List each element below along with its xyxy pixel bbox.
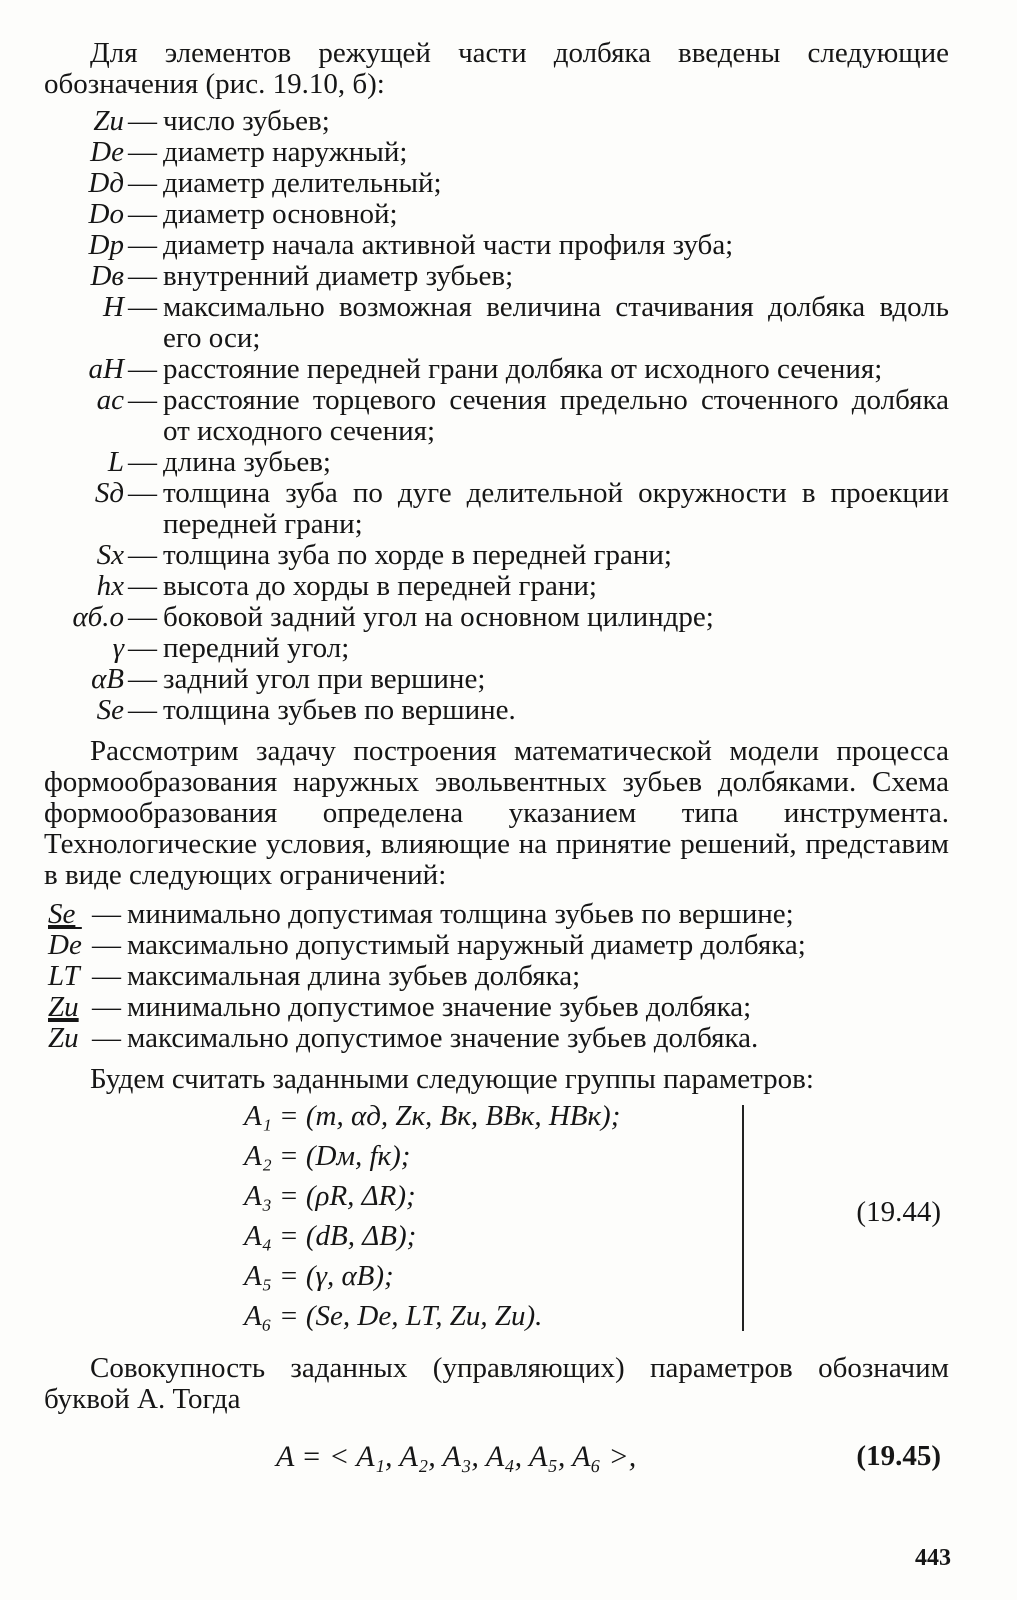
symbol: De <box>90 136 124 168</box>
definitions-list <box>44 106 949 726</box>
symbol: ac <box>96 384 124 416</box>
equation-line: A₁ = (m, αд, Zк, Bк, BBк, HBк); <box>244 1100 621 1132</box>
equation-line: A₆ = (Se, De, LT, Zи, Zи). <box>244 1300 543 1332</box>
parameters-paragraph: Будем считать заданными следующие группы параметров: <box>90 1063 814 1095</box>
equation-number: (19.44) <box>856 1196 941 1228</box>
definition-item: aH — расстояние передней грани долбяка от исходного сечения; <box>44 354 949 385</box>
definition-text: диаметр наружный; <box>163 136 408 168</box>
definition-item: Se — толщина зубьев по вершине. <box>44 695 949 726</box>
constraint-text: минимально допустимое значение зубьев долбяка; <box>127 991 752 1023</box>
definition-text: толщина зуба по хорде в передней грани; <box>163 539 672 571</box>
equation-number: (19.45) <box>856 1440 941 1472</box>
symbol: Zи <box>48 991 79 1023</box>
symbol: Zи <box>93 105 124 137</box>
constraint-item: Se — минимально допустимая толщина зубьев по вершине; <box>44 899 949 930</box>
constraint-text: максимально допустимое значение зубьев долбяка. <box>127 1022 759 1054</box>
symbol: Do <box>88 198 124 230</box>
constraints-list <box>44 899 949 1054</box>
definition-item: Sx — толщина зуба по хорде в передней грани; <box>44 540 949 571</box>
constraint-item: Zи — минимально допустимое значение зубьев долбяка; <box>44 992 949 1023</box>
definition-item: H — максимально возможная величина стачивания долбяка вдоль его оси; <box>44 292 949 354</box>
definition-text: задний угол при вершине; <box>163 663 486 695</box>
definition-item: De — диаметр наружный; <box>44 137 949 168</box>
definition-item: γ — передний угол; <box>44 633 949 664</box>
symbol: Sx <box>96 539 124 571</box>
symbol: Zи <box>48 1022 79 1054</box>
symbol: L <box>107 446 124 478</box>
symbol: $\overline{De}$ <box>48 929 82 961</box>
definition-item: Sд — толщина зуба по дуге делительной окружности в проекции передней грани; <box>44 478 949 540</box>
definition-item: αб.о — боковой задний угол на основном цилиндре; <box>44 602 949 633</box>
equation-line: A₃ = (ρR, ΔR); <box>244 1180 416 1212</box>
definition-text: расстояние торцевого сечения предельно сточенного долбяка от исходного сечения; <box>163 384 949 447</box>
symbol: hx <box>96 570 124 602</box>
page-number: 443 <box>915 1545 951 1571</box>
equation-line: A₅ = (γ, αB); <box>244 1260 394 1292</box>
definition-text: высота до хорды в передней грани; <box>163 570 597 602</box>
definition-item: Do — диаметр основной; <box>44 199 949 230</box>
problem-paragraph: Рассмотрим задачу построения математической модели процесса формообразования наружных эвольвентных зубьев долбяками. Схема формообразования определена указанием типа инструмента. Технологические условия, влияющие на принятие решений, представим в виде следующих ограничений: <box>44 735 949 891</box>
definition-item: Dв — внутренний диаметр зубьев; <box>44 261 949 292</box>
equation-line: A₄ = (dB, ΔB); <box>244 1220 417 1252</box>
definition-text: диаметр делительный; <box>163 167 442 199</box>
symbol: Dв <box>90 260 124 292</box>
definition-text: диаметр основной; <box>163 198 398 230</box>
constraint-text: минимально допустимая толщина зубьев по вершине; <box>127 898 794 930</box>
constraint-item: LT — максимальная длина зубьев долбяка; <box>44 961 949 992</box>
symbol: Se <box>48 898 76 930</box>
definition-item: ac — расстояние торцевого сечения предельно сточенного долбяка от исходного сечения; <box>44 385 949 447</box>
definition-item: Zи — число зубьев; <box>44 106 949 137</box>
definition-text: максимально возможная величина стачивания долбяка вдоль его оси; <box>163 291 949 354</box>
definition-item: Dд — диаметр делительный; <box>44 168 949 199</box>
symbol: γ <box>112 632 124 664</box>
symbol: Dд <box>88 167 124 199</box>
definition-item: L — длина зубьев; <box>44 447 949 478</box>
symbol: αб.о <box>72 601 124 633</box>
definition-item: αB — задний угол при вершине; <box>44 664 949 695</box>
constraint-text: максимальная длина зубьев долбяка; <box>127 960 581 992</box>
symbol: αB <box>91 663 124 695</box>
equation-system-19-44 <box>44 1101 949 1341</box>
definition-item: Dр — диаметр начала активной части профиля зуба; <box>44 230 949 261</box>
equation-line: A₂ = (Dм, fк); <box>244 1140 411 1172</box>
symbol: H <box>103 291 124 323</box>
definition-text: длина зубьев; <box>163 446 331 478</box>
intro-paragraph: Для элементов режущей части долбяка введены следующие обозначения (рис. 19.10, б): <box>44 37 949 100</box>
constraint-item: Zи — максимально допустимое значение зубьев долбяка. <box>44 1023 949 1054</box>
definition-text: толщина зуба по дуге делительной окружности в проекции передней грани; <box>163 477 949 540</box>
definition-text: число зубьев; <box>163 105 330 137</box>
symbol: LT <box>48 960 80 992</box>
definition-text: боковой задний угол на основном цилиндре; <box>163 601 714 633</box>
symbol: Dр <box>88 229 124 261</box>
definition-text: расстояние передней грани долбяка от исходного сечения; <box>163 353 883 385</box>
definition-text: внутренний диаметр зубьев; <box>163 260 514 292</box>
constraint-item: $\overline{De}$ — максимально допустимый наружный диаметр долбяка; <box>44 930 949 961</box>
symbol: aH <box>88 353 124 385</box>
right-brace <box>734 1105 744 1331</box>
symbol: Se <box>96 694 124 726</box>
equation-body: A = < A₁, A₂, A₃, A₄, A₅, A₆ >, <box>276 1440 637 1473</box>
definition-text: диаметр начала активной части профиля зуба; <box>163 229 734 261</box>
definition-text: толщина зубьев по вершине. <box>163 694 516 726</box>
symbol: Sд <box>94 477 124 509</box>
equation-19-45 <box>44 1435 949 1481</box>
constraint-text: максимально допустимый наружный диаметр долбяка; <box>127 929 806 961</box>
definition-item: hx — высота до хорды в передней грани; <box>44 571 949 602</box>
page-content <box>44 38 949 1481</box>
definition-text: передний угол; <box>163 632 350 664</box>
summary-paragraph: Совокупность заданных (управляющих) параметров обозначим буквой A. Тогда <box>44 1352 949 1415</box>
